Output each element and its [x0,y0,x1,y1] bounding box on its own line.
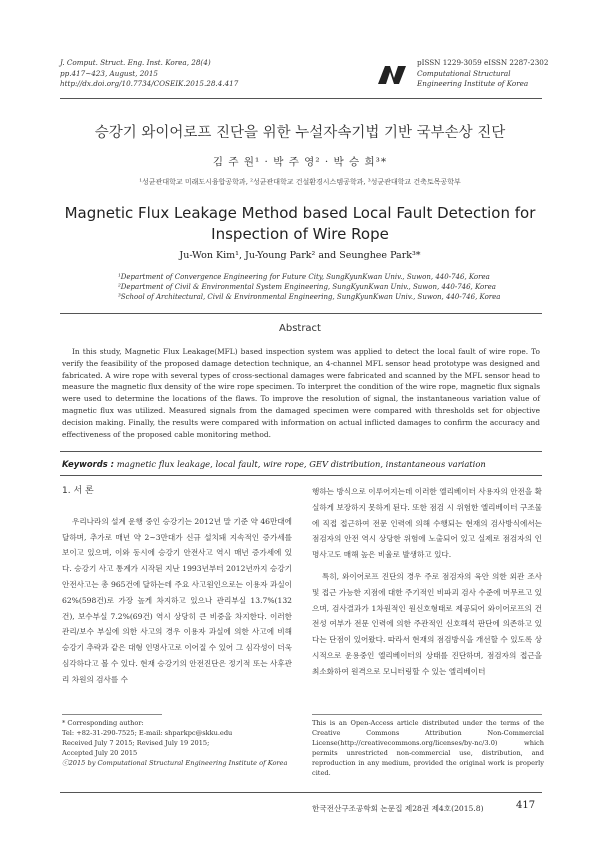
english-title-line-2: Inspection of Wire Rope [211,225,389,243]
citation-line-2: pp.417~423, August, 2015 [60,68,159,78]
body-paragraph: 특히, 와이어로프 진단의 경우 주로 점검자의 육안 의한 외관 조사 및 접근 가능한 지점에 대한 주기적인 비파괴 검사 수준에 머무르고 있으며, 검사결과가 1차원적인 원신호형태로 제공되어 와이어로프의 건전성 여부가 전문 인력에 의한 주관적인 신호해석 판단에 의존하고 있다는 단점이 있어왔다. 따라서 현재의 점검방식을 개선할 수 있도록 상시적으로 운용중인 엘리베이터의 상태를 진단하며, 점검자의 접근을 최소화하여 원격으로 모니터링할 수 있는 엘리베이터 [312,571,542,676]
abstract-top-rule [60,313,542,314]
license-rule [312,714,542,715]
footnote-received: Received July 7 2015; Revised July 19 2015; [62,739,210,747]
body-paragraph: 우리나라의 설계 운행 중인 승강기는 2012년 말 기준 약 46만대에 달하며, 추가로 매년 약 2~3만대가 신규 설치돼 지속적인 증가세를 보이고 있으며, 이와 동시에 승강기 안전사고 역시 매년 증가세에 있다. 승강기 사고 통계가 시작된 지난 1993년부터 2012년까지 승강기 안전사고는 총 965건에 달하는데 주요 사고원인으로는 이용자 과실이 62%(598건)로 가장 높게 차지하고 있으나 관리부실 13.7%(132건), 보수부실 7.2%(69건) 역시 상당히 큰 비중을 차지한다. 이러한 관리/보수 부실에 의한 사고의 경우 이용자 과실에 의한 사고에 비해 승강기 추락과 같은 대형 인명사고로 이어질 수 있어 그 심각성이 더욱 심각하다고 볼 수 있다. 현재 승강기의 안전진단은 정기적 또는 사후관리 차원의 검사를 수 [62,516,292,684]
korean-title: 승강기 와이어로프 진단을 위한 누설자속기법 기반 국부손상 진단 [94,125,506,141]
affiliation-3: ³School of Architectural, Civil & Environmental Engineering, SungKyunKwan Univ., Suwon, 440-746, Korea [118,293,501,301]
header-rule [60,98,542,99]
issn-block [417,58,548,90]
left-column [62,484,292,688]
page-number: 417 [516,800,536,811]
issn-line: pISSN 1229-3059 eISSN 2287-2302 [417,58,549,67]
english-title [0,203,600,245]
english-affiliations [118,272,500,302]
keywords-label: Keywords : [62,459,115,469]
citation-line-1: J. Comput. Struct. Eng. Inst. Korea, 28(4) [60,58,211,67]
footnote-line: * Corresponding author: [62,719,144,727]
abstract-heading: Abstract [279,323,321,334]
journal-name-line-1: Computational Structural [417,68,511,78]
page-footer: 한국전산구조공학회 논문집 제28권 제4호(2015.8) [312,804,484,813]
korean-affiliations: ¹성균관대학교 미래도시융합공학과, ²성균관대학교 건설환경시스템공학과, ³성균관대학교 건축토목공학부 [139,178,461,186]
keywords-text: magnetic flux leakage, local fault, wire rope, GEV distribution, instantaneous variation [116,459,486,469]
abstract-bottom-rule [60,451,542,452]
keywords-line [62,459,486,469]
journal-citation [60,58,238,90]
footnote-contact: Tel: +82-31-290-7525; E-mail: shparkpc@skku.edu [62,729,233,737]
korean-authors: 김 주 원¹ · 박 주 영² · 박 승 희³* [212,156,388,168]
english-title-line-1: Magnetic Flux Leakage Method based Local Fault Detection for [64,204,536,222]
section-heading-introduction: 1. 서 론 [62,486,94,496]
body-paragraph: 행하는 방식으로 이루어지는데 이러한 엘리베이터 사용자의 안전을 확실하게 보장하지 못하게 된다. 또한 점검 시 위험한 엘리베이터 구조물에 직접 접근하여 전문 인력에 의해 수행되는 현재의 검사방식에서는 점검자의 안전 역시 상당한 위험에 노출되어 있고 실제로 점검자의 인명사고도 매해 높은 비율로 발생하고 있다. [312,487,542,560]
footnote-rule [62,714,162,715]
footer-rule [60,792,542,793]
journal-name-line-2: Engineering Institute of Korea [417,79,529,88]
footnote-accepted: Accepted July 20 2015 [62,749,138,757]
footnote-copyright: ⓒ2015 by Computational Structural Engineering Institute of Korea [62,759,288,767]
english-authors: Ju-Won Kim¹, Ju-Young Park² and Seunghee Park³* [179,250,421,261]
abstract-text: In this study, Magnetic Flux Leakage(MFL) based inspection system was applied to detect the local fault of wire rope. To verify the feasibility of the proposed damage detection technique, an 4-channel MFL sensor head prototype was designed and fabricated. A wire rope with several types of cross-sectional damages were fabricated and scanned by the MFL sensor head to measure the magnetic flux density of the wire rope specimen. To interpret the condition of the wire rope, magnetic flux signals were used to determine the locations of the flaws. To improve the resolution of signal, the instantaneous variation value of magnetic flux was utilized. Measured signals from the damaged specimen were compared with thresholds set for objective decision making. Finally, the results were compared with information on actual inflicted damages to confirm the accuracy and effectiveness of the proposed cable monitoring method. [62,347,540,439]
corresponding-footnote [62,718,287,768]
affiliation-1: ¹Department of Convergence Engineering for Future City, SungKyunKwan Univ., Suwon, 440-746, Korea [118,273,490,281]
license-notice: This is an Open-Access article distributed under the terms of the Creative Commons Attribution Non-Commercial License(http://creativecommons.org/licenses/by-nc/3.0) which permits unrestricted non-commercial use, distribution, and reproduction in any medium, provided the original work is properly cited. [312,719,544,777]
doi-link[interactable]: http://dx.doi.org/10.7734/COSEIK.2015.28.4.417 [60,79,239,88]
affiliation-2: ²Department of Civil & Environmental System Engineering, SungKyunKwan Univ., Suwon, 440-746, Korea [118,283,496,291]
keywords-rule [60,475,542,476]
right-column [312,484,542,680]
journal-logo-icon [376,64,408,86]
